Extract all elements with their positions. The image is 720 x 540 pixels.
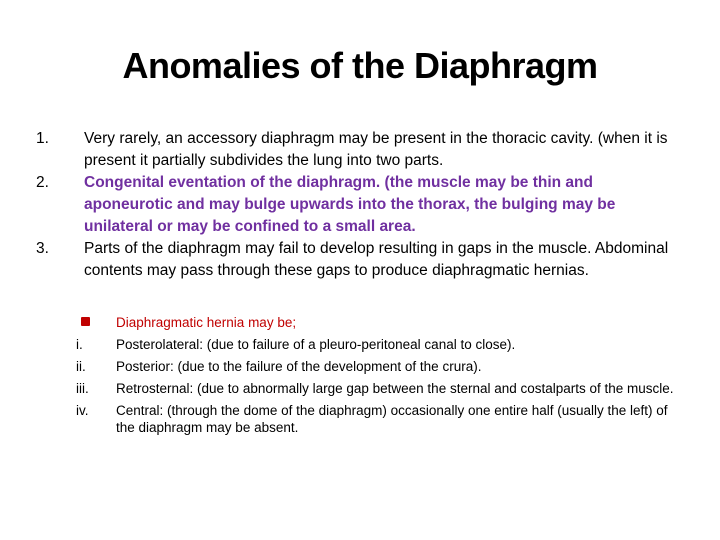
anomaly-text: Parts of the diaphragm may fail to develop resulting in gaps in the muscle. Abdominal contents may pass through these gaps to produce diaphragmatic hernias. bbox=[84, 240, 669, 279]
hernia-item bbox=[76, 402, 676, 436]
anomaly-number: 2. bbox=[36, 174, 49, 191]
anomaly-list bbox=[36, 128, 676, 282]
anomaly-text: Congenital eventation of the diaphragm. (the muscle may be thin and aponeurotic and may bulge upwards into the thorax, the bulging may be unilateral or may be confined to a small area. bbox=[84, 174, 616, 235]
hernia-item bbox=[76, 336, 676, 353]
hernia-heading: Diaphragmatic hernia may be; bbox=[116, 315, 297, 330]
anomaly-item-3 bbox=[36, 238, 676, 282]
checkbox-bullet-icon bbox=[81, 317, 90, 326]
hernia-item-text: Central: (through the dome of the diaphragm) occasionally one entire half (usually the left) of the diaphragm may be absent. bbox=[116, 403, 668, 435]
anomaly-item-1 bbox=[36, 128, 676, 172]
hernia-item-text: Posterior: (due to the failure of the development of the crura). bbox=[116, 359, 482, 374]
hernia-item bbox=[76, 358, 676, 375]
anomaly-text: Very rarely, an accessory diaphragm may be present in the thoracic cavity. (when it is present it partially subdivides the lung into two parts. bbox=[84, 130, 668, 169]
hernia-item-marker: i. bbox=[76, 337, 83, 352]
hernia-item bbox=[76, 380, 676, 397]
hernia-item-marker: iv. bbox=[76, 403, 89, 418]
hernia-item-marker: ii. bbox=[76, 359, 86, 374]
hernia-item-marker: iii. bbox=[76, 381, 89, 396]
hernia-heading-row bbox=[76, 314, 676, 331]
hernia-list bbox=[76, 314, 676, 436]
anomaly-item-2 bbox=[36, 172, 676, 238]
hernia-item-text: Posterolateral: (due to failure of a pleuro-peritoneal canal to close). bbox=[116, 337, 516, 352]
hernia-item-text: Retrosternal: (due to abnormally large gap between the sternal and costalparts of the muscle. bbox=[116, 381, 674, 396]
page-title: Anomalies of the Diaphragm bbox=[122, 45, 598, 86]
anomaly-number: 1. bbox=[36, 130, 49, 147]
anomaly-number: 3. bbox=[36, 240, 49, 257]
